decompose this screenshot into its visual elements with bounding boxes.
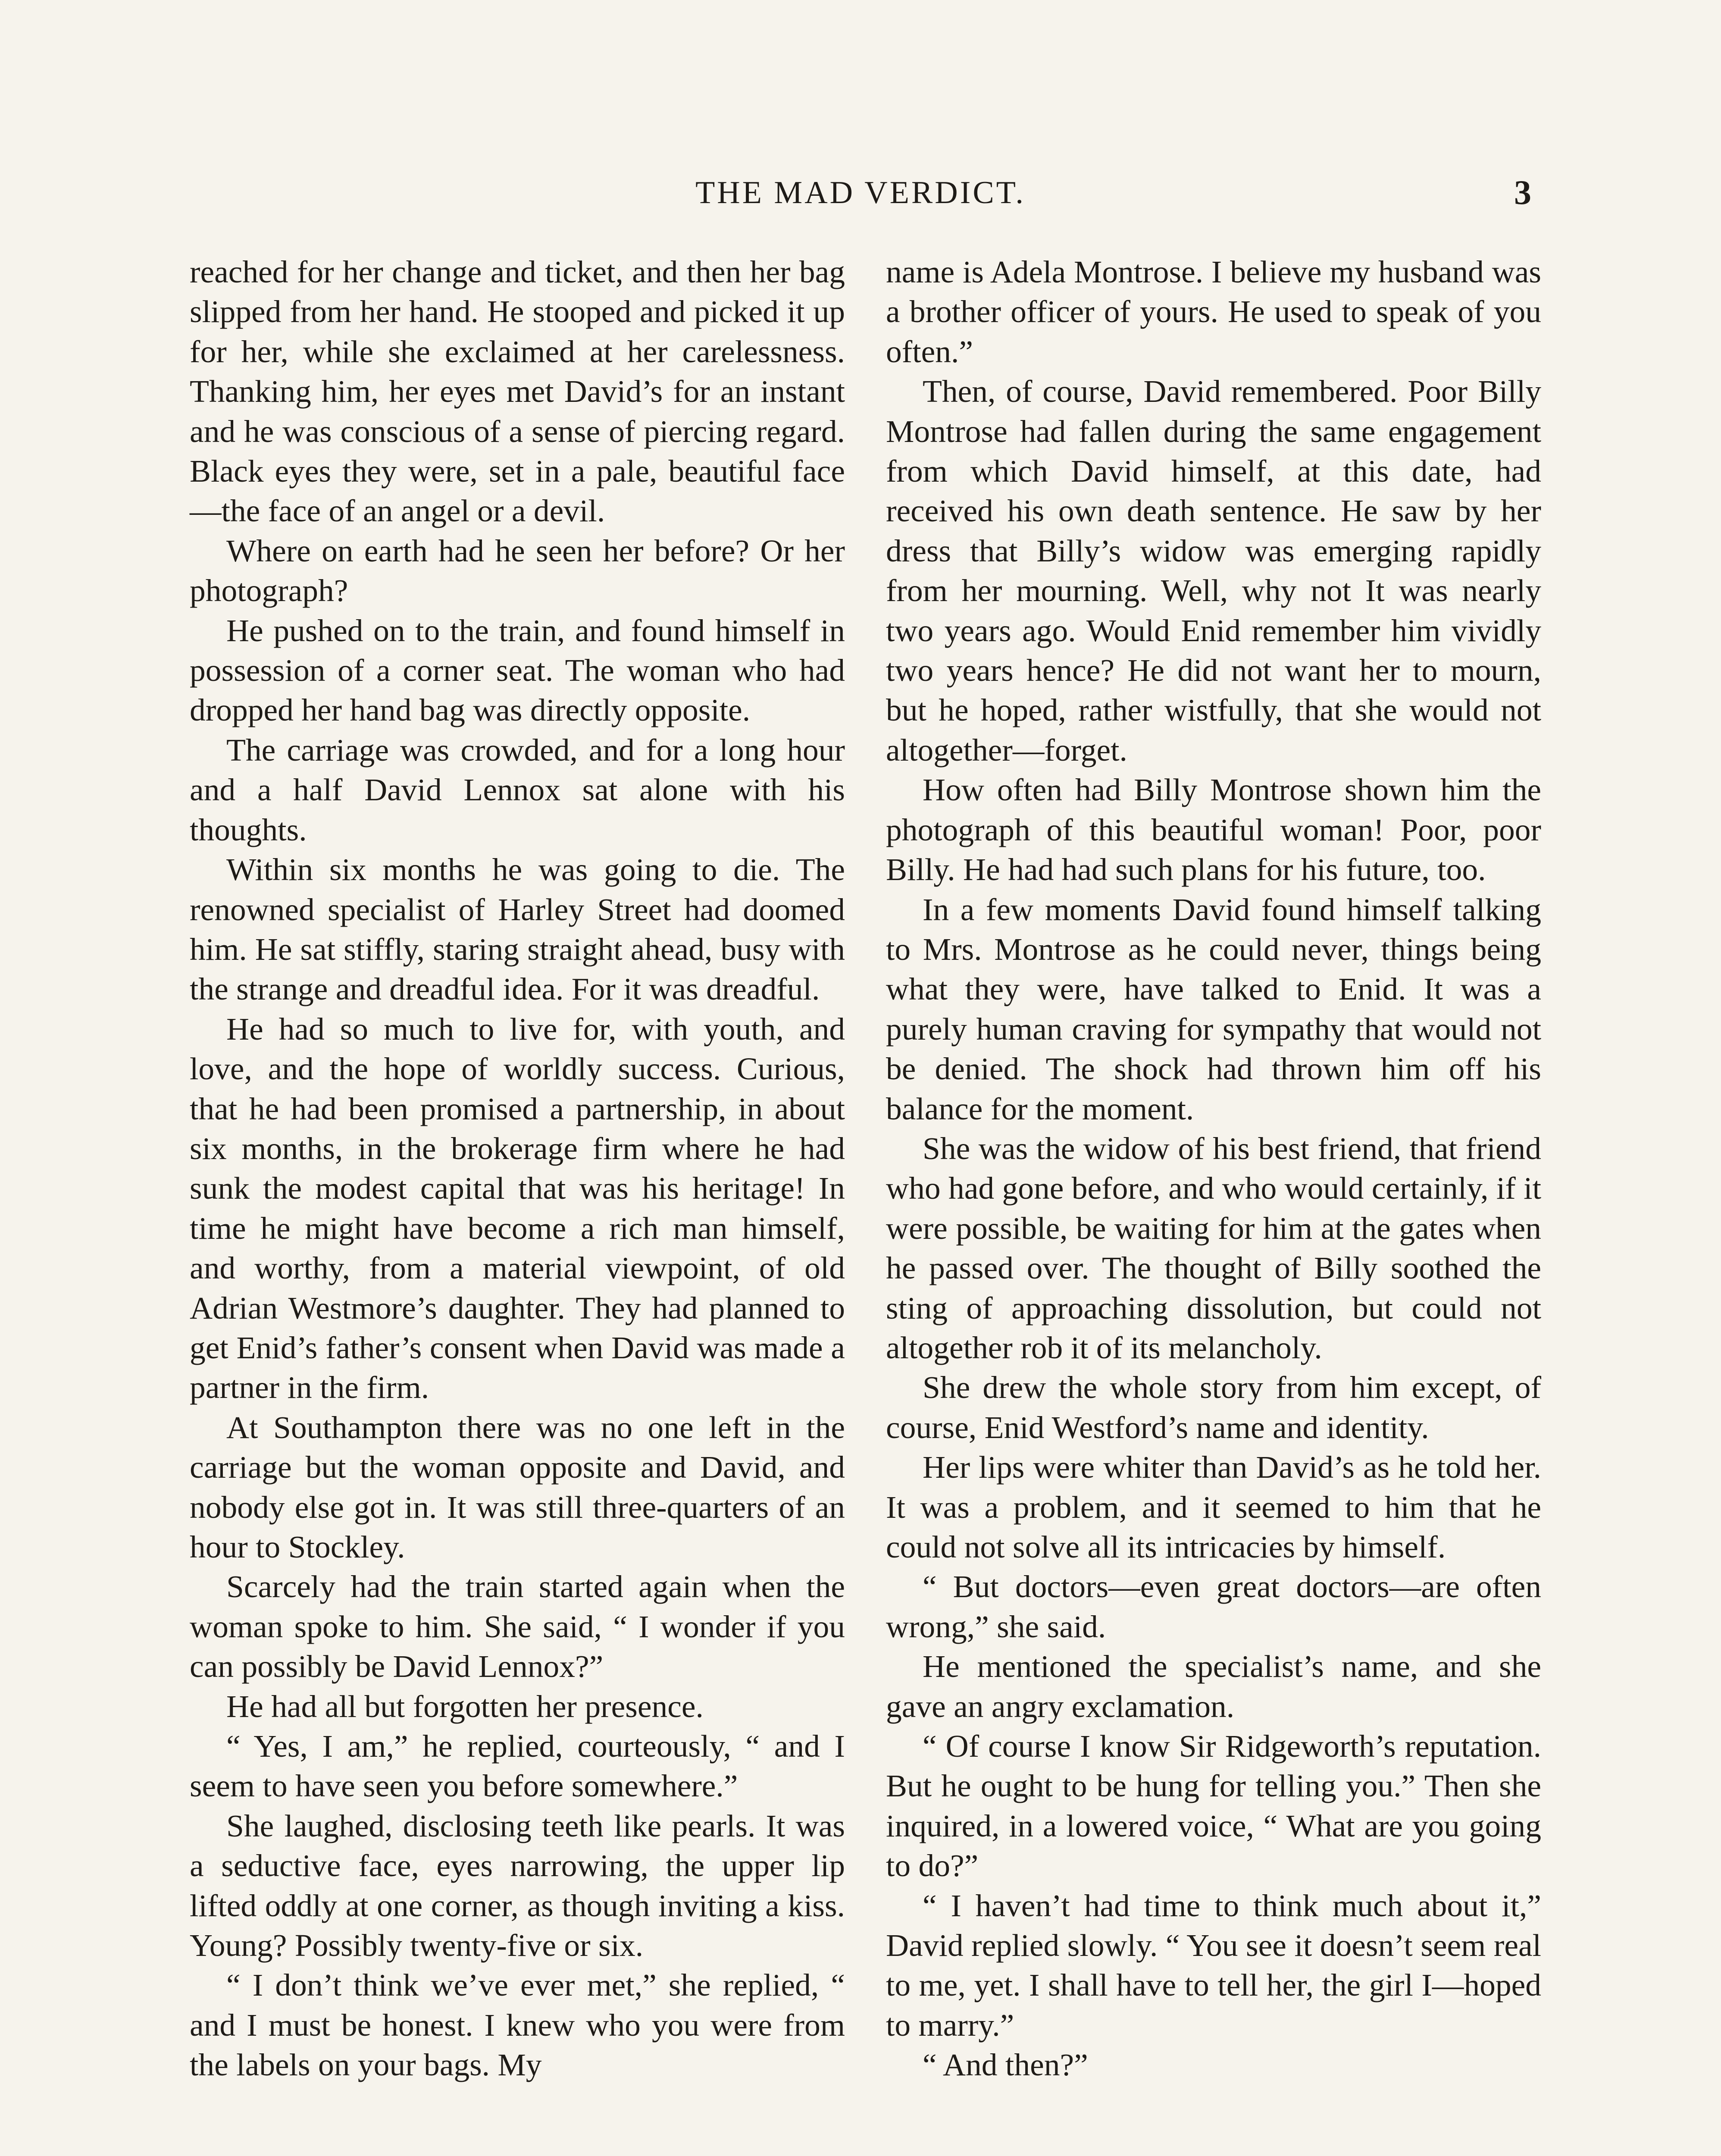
paragraph: He pushed on to the train, and found himself in possession of a corner seat. The woman who had dropped her hand bag was directly opposite.	[190, 613, 845, 728]
paragraph: She drew the whole story from him except, of course, Enid Westford’s name and identity.	[886, 1370, 1541, 1445]
paragraph: How often had Billy Montrose shown him the photograph of this beautiful woman! Poor, poor Billy. He had had such plans for his future, too.	[886, 772, 1541, 887]
paragraph: Within six months he was going to die. The renowned specialist of Harley Street had doomed him. He sat stiffly, staring straight ahead, busy with the strange and dreadful idea. For it was dreadful.	[190, 852, 845, 1007]
left-column	[190, 252, 845, 2085]
paragraph: Scarcely had the train started again when the woman spoke to him. She said, “ I wonder if you can possibly be David Lennox?”	[190, 1569, 845, 1684]
paragraph: At Southampton there was no one left in the carriage but the woman opposite and David, and nobody else got in. It was still three-quarters of an hour to Stockley.	[190, 1410, 845, 1564]
paragraph: “ Of course I know Sir Ridgeworth’s reputation. But he ought to be hung for telling you.” Then she inquired, in a lowered voice, “ What are you going to do?”	[886, 1729, 1541, 1883]
paragraph: She was the widow of his best friend, that friend who had gone before, and who would certainly, if it were possible, be waiting for him at the gates when he passed over. The thought of Billy soothed the sting of approaching dissolution, but could not altogether rob it of its melancholy.	[886, 1131, 1541, 1365]
paragraph: She laughed, disclosing teeth like pearls. It was a seductive face, eyes narrowing, the upper lip lifted oddly at one corner, as though inviting a kiss. Young? Possibly twenty-five or six.	[190, 1808, 845, 1963]
paragraph: “ But doctors—even great doctors—are often wrong,” she said.	[886, 1569, 1541, 1644]
paragraph: name is Adela Montrose. I believe my husband was a brother officer of yours. He used to speak of you often.”	[886, 254, 1541, 369]
paragraph: The carriage was crowded, and for a long hour and a half David Lennox sat alone with his thoughts.	[190, 732, 845, 847]
paragraph: “ I haven’t had time to think much about it,” David replied slowly. “ You see it doesn’t seem real to me, yet. I shall have to tell her, the girl I—hoped to marry.”	[886, 1888, 1541, 2043]
paragraph: “ Yes, I am,” he replied, courteously, “ and I seem to have seen you before somewhere.”	[190, 1729, 845, 1804]
paragraph: reached for her change and ticket, and then her bag slipped from her hand. He stooped and picked it up for her, while she exclaimed at her carelessness. Thanking him, her eyes met David’s for an instant and he was conscious of a sense of piercing regard. Black eyes they were, set in a pale, beautiful face—the face of an angel or a devil.	[190, 254, 845, 529]
page-header	[190, 169, 1531, 216]
right-column	[886, 252, 1541, 2085]
paragraph: Her lips were whiter than David’s as he told her. It was a problem, and it seemed to him that he could not solve all its intricacies by himself.	[886, 1450, 1541, 1564]
paragraph: “ And then?”	[923, 2047, 1088, 2083]
paragraph: “ I don’t think we’ve ever met,” she replied, “ and I must be honest. I knew who you were from the labels on your bags. My	[190, 1968, 845, 2083]
paragraph: Then, of course, David remembered. Poor Billy Montrose had fallen during the same engagement from which David himself, at this date, had received his own death sentence. He saw by her dress that Billy’s widow was emerging rapidly from her mourning. Well, why not It was nearly two years ago. Would Enid remember him vividly two years hence? He did not want her to mourn, but he hoped, rather wistfully, that she would not altogether—forget.	[886, 374, 1541, 768]
paragraph: He mentioned the specialist’s name, and she gave an angry exclamation.	[886, 1649, 1541, 1724]
page-number: 3	[1514, 174, 1531, 212]
paragraph: He had so much to live for, with youth, and love, and the hope of worldly success. Curious, that he had been promised a partnership, in about six months, in the brokerage firm where he had sunk the modest capital that was his heritage! In time he might have become a rich man himself, and worthy, from a material viewpoint, of old Adrian Westmore’s daughter. They had planned to get Enid’s father’s consent when David was made a partner in the firm.	[190, 1011, 845, 1405]
running-title: THE MAD VERDICT.	[695, 175, 1026, 210]
paragraph: In a few moments David found himself talking to Mrs. Montrose as he could never, things being what they were, have talked to Enid. It was a purely human craving for sympathy that would not be denied. The shock had thrown him off his balance for the moment.	[886, 892, 1541, 1126]
paragraph: He had all but forgotten her presence.	[226, 1689, 704, 1724]
paragraph: Where on earth had he seen her before? Or her photograph?	[190, 533, 845, 608]
